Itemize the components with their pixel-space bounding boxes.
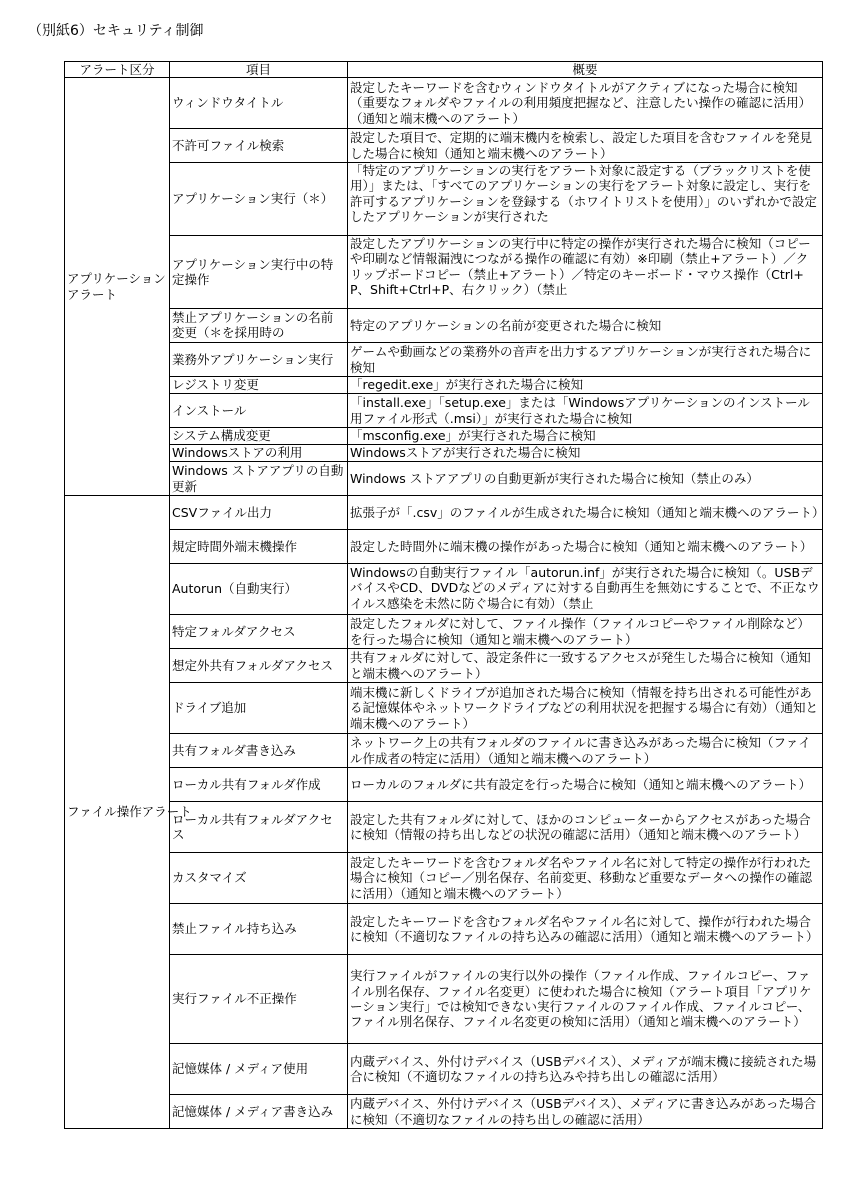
summary-cell: 内蔵デバイス、外付けデバイス（USBデバイス）、メディアが端末機に接続された場合に検知（不適切なファイルの持ち込みや持ち出しの確認に活用） [348, 1044, 823, 1095]
summary-cell: 内蔵デバイス、外付けデバイス（USBデバイス）、メディアに書き込みがあった場合に検知（不適切なファイルの持ち出しの確認に活用） [348, 1095, 823, 1129]
category-app-alert [65, 78, 170, 496]
table-row [65, 1095, 823, 1129]
table-row [65, 445, 823, 462]
table-row [65, 343, 823, 377]
item-cell: レジストリ変更 [170, 377, 348, 394]
table-row [65, 236, 823, 309]
summary-cell: 特定のアプリケーションの名前が変更された場合に検知 [348, 309, 823, 343]
summary-cell: ゲームや動画などの業務外の音声を出力するアプリケーションが実行された場合に検知 [348, 343, 823, 377]
summary-cell: 「msconfig.exe」が実行された場合に検知 [348, 428, 823, 445]
table-row [65, 615, 823, 649]
header-category: アラート区分 [65, 62, 170, 78]
summary-cell: 設定したキーワードを含むフォルダ名やファイル名に対して、操作が行われた場合に検知（不適切なファイルの持ち込みの確認に活用）（通知と端末機へのアラート） [348, 904, 823, 955]
summary-cell: 設定した項目で、定期的に端末機内を検索し、設定した項目を含むファイルを発見した場合に検知（通知と端末機へのアラート） [348, 129, 823, 163]
table-row [65, 955, 823, 1044]
item-cell: 規定時間外端末機操作 [170, 530, 348, 564]
summary-cell: 設定したキーワードを含むフォルダ名やファイル名に対して特定の操作が行われた場合に検知（コピー／別名保存、名前変更、移動など重要なデータへの操作の確認に活用）（通知と端末機へのアラート） [348, 853, 823, 904]
item-cell: システム構成変更 [170, 428, 348, 445]
summary-cell: 設定した時間外に端末機の操作があった場合に検知（通知と端末機へのアラート） [348, 530, 823, 564]
item-cell: CSVファイル出力 [170, 496, 348, 530]
header-summary: 概要 [348, 62, 823, 78]
summary-cell: 端末機に新しくドライブが追加された場合に検知（情報を持ち出される可能性がある記憶媒体やネットワークドライブなどの利用状況を把握する場合に有効）（通知と端末機へのアラート） [348, 683, 823, 734]
item-cell: アプリケーション実行中の特定操作 [170, 236, 348, 309]
summary-cell: 「install.exe」「setup.exe」または「Windowsアプリケーションのインストール用ファイル形式（.msi）」が実行された場合に検知 [348, 394, 823, 428]
summary-text: 「特定のアプリケーションの実行をアラート対象に設定する（ブラックリストを使用）」または、「すべてのアプリケーションの実行をアラート対象に設定し、実行を許可するアプリケーションを登録する（ホワイトリストを使用）」のいずれかで設定したアプリケーションが実行された [350, 163, 817, 225]
summary-cell: ネットワーク上の共有フォルダのファイルに書き込みがあった場合に検知（ファイル作成者の特定に活用）（通知と端末機へのアラート） [348, 734, 823, 768]
summary-cell: 拡張子が「.csv」のファイルが生成された場合に検知（通知と端末機へのアラート） [348, 496, 823, 530]
summary-cell: 共有フォルダに対して、設定条件に一致するアクセスが発生した場合に検知（通知と端末機へのアラート） [348, 649, 823, 683]
table-row [65, 309, 823, 343]
item-cell: Windowsストアの利用 [170, 445, 348, 462]
summary-text: Windowsの自動実行ファイル「autorun.inf」が実行された場合に検知（。USBデバイスやCD、DVDなどのメディアに対する自動再生を無効にすることで、不正なウイルス感染を未然に防ぐ場合に有効）（禁止 [350, 565, 820, 611]
summary-cell: Windows ストアアプリの自動更新が実行された場合に検知（禁止のみ） [348, 462, 823, 496]
header-row [65, 62, 823, 78]
security-control-table [64, 61, 823, 1129]
summary-cell: 設定した共有フォルダに対して、ほかのコンピューターからアクセスがあった場合に検知（情報の持ち出しなどの状況の確認に活用）（通知と端末機へのアラート） [348, 802, 823, 853]
table-row [65, 377, 823, 394]
item-cell: ローカル共有フォルダ作成 [170, 768, 348, 802]
item-cell: Windows ストアアプリの自動更新 [170, 462, 348, 496]
table-row [65, 1044, 823, 1095]
item-cell [170, 309, 348, 343]
table-row [65, 462, 823, 496]
table-row [65, 683, 823, 734]
header-item: 項目 [170, 62, 348, 78]
summary-cell: 実行ファイルがファイルの実行以外の操作（ファイル作成、ファイルコピー、ファイル別名保存、ファイル名変更）に使われた場合に検知（アラート項目「アプリケーション実行」では検知できない実行ファイルのファイル作成、ファイルコピー、ファイル別名保存、ファイル名変更の検知に活用）（通知と端末機へのアラート） [348, 955, 823, 1044]
item-cell: 業務外アプリケーション実行 [170, 343, 348, 377]
summary-cell: 「regedit.exe」が実行された場合に検知 [348, 377, 823, 394]
item-cell: Autorun（自動実行） [170, 564, 348, 615]
item-cell: 記憶媒体 / メディア書き込み [170, 1095, 348, 1129]
item-cell: 実行ファイル不正操作 [170, 955, 348, 1044]
summary-cell [348, 163, 823, 236]
item-cell: ウィンドウタイトル [170, 78, 348, 129]
table-row [65, 496, 823, 530]
table-row [65, 129, 823, 163]
summary-cell [348, 564, 823, 615]
table-row [65, 530, 823, 564]
page-title: （別紙6）セキュリティ制御 [28, 23, 204, 39]
item-cell: 記憶媒体 / メディア使用 [170, 1044, 348, 1095]
summary-cell: Windowsストアが実行された場合に検知 [348, 445, 823, 462]
item-cell: 想定外共有フォルダアクセス [170, 649, 348, 683]
summary-text: 設定したアプリケーションの実行中に特定の操作が実行された場合に検知（コピーや印刷など情報漏洩につながる操作の確認に有効）※印刷（禁止+アラート）／クリップボードコピー（禁止+アラート）／特定のキーボード・マウス操作（Ctrl+P、Shift+Ctrl+P、右クリック）（禁止 [350, 236, 811, 298]
item-cell: アプリケーション実行（＊） [170, 163, 348, 236]
item-cell: 禁止ファイル持ち込み [170, 904, 348, 955]
table-row [65, 394, 823, 428]
item-cell: 特定フォルダアクセス [170, 615, 348, 649]
item-cell: ローカル共有フォルダアクセス [170, 802, 348, 853]
summary-cell: ローカルのフォルダに共有設定を行った場合に検知（通知と端末機へのアラート） [348, 768, 823, 802]
category-app-label: アプリケーションアラート [67, 271, 166, 302]
summary-cell [348, 236, 823, 309]
item-cell: カスタマイズ [170, 853, 348, 904]
table-row [65, 734, 823, 768]
category-file-label: ファイル操作アラート [67, 804, 192, 820]
item-cell: 共有フォルダ書き込み [170, 734, 348, 768]
table-row [65, 853, 823, 904]
table-row [65, 904, 823, 955]
item-cell: ドライブ追加 [170, 683, 348, 734]
item-cell: インストール [170, 394, 348, 428]
item-text: 禁止アプリケーションの名前変更（＊を採用時の [172, 310, 334, 341]
item-cell: 不許可ファイル検索 [170, 129, 348, 163]
table-row [65, 428, 823, 445]
table-row [65, 768, 823, 802]
table-row [65, 564, 823, 615]
summary-cell: 設定したフォルダに対して、ファイル操作（ファイルコピーやファイル削除など）を行った場合に検知（通知と端末機へのアラート） [348, 615, 823, 649]
summary-cell: 設定したキーワードを含むウィンドウタイトルがアクティブになった場合に検知（重要なフォルダやファイルの利用頻度把握など、注意したい操作の確認に活用）（通知と端末機へのアラート） [348, 78, 823, 129]
category-file-alert [65, 496, 192, 1129]
table-row [65, 649, 823, 683]
table-row [65, 163, 823, 236]
table-row [65, 78, 823, 129]
